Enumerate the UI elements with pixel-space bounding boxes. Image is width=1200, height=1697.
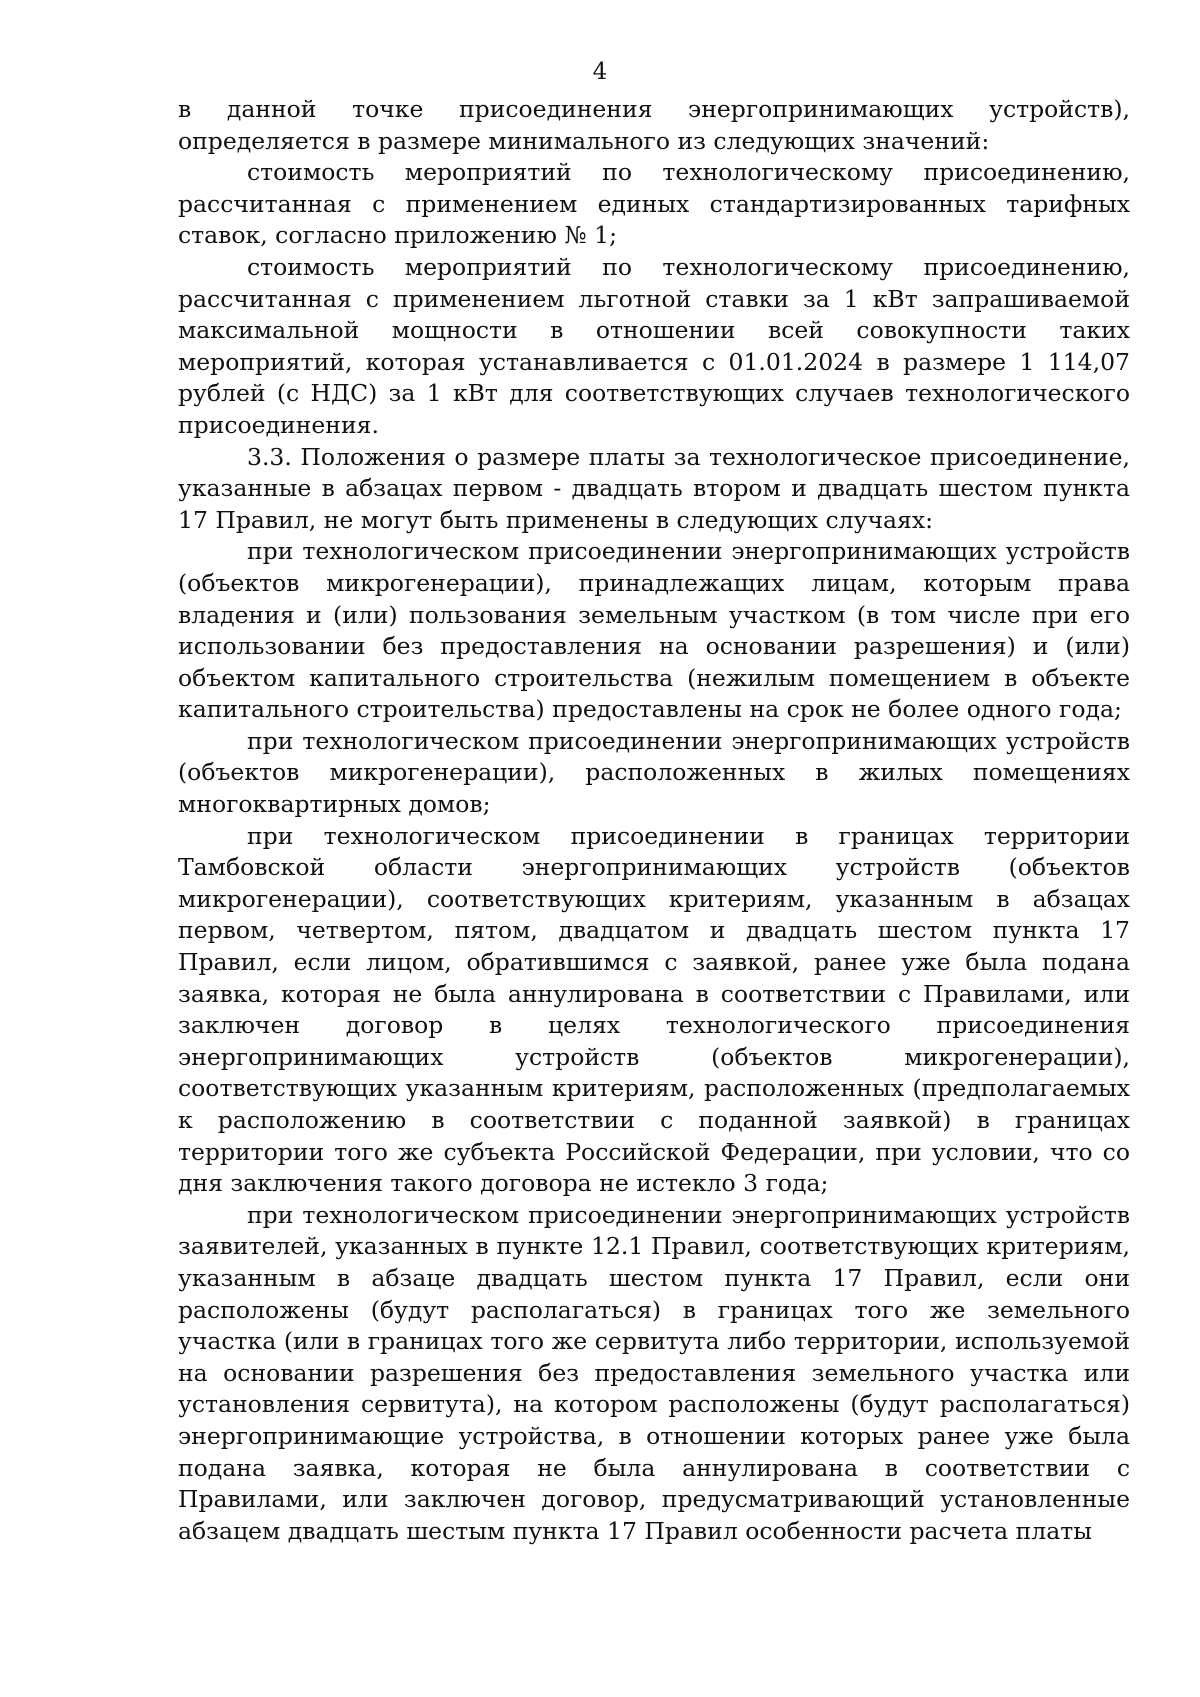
paragraph: при технологическом присоединении энергопринимающих устройств (объектов микрогенерации), принадлежащих лицам, которым права владения и (или) пользования земельным участком (в том числе при его использовании без предоставления на основании разрешения) и (или) объектом капитального строительства (нежилым помещением в объекте капитального строительства) предоставлены на срок не более одного года; (178, 537, 1130, 724)
paragraph: в данной точке присоединения энергопринимающих устройств), определяется в размере минимального из следующих значений: (178, 95, 1130, 155)
paragraph: при технологическом присоединении в границах территории Тамбовской области энергопринимающих устройств (объектов микрогенерации), соответствующих критериям, указанным в абзацах первом, четвертом, пятом, двадцатом и двадцать шестом пункта 17 Правил, если лицом, обратившимся с заявкой, ранее уже была подана заявка, которая не была аннулирована в соответствии с Правилами, или заключен договор в целях технологического присоединения энергопринимающих устройств (объектов микрогенерации), соответствующих указанным критериям, расположенных (предполагаемых к расположению в соответствии с поданной заявкой) в границах территории того же субъекта Российской Федерации, при условии, что со дня заключения такого договора не истекло 3 года; (178, 821, 1130, 1198)
page-number: 4 (592, 59, 608, 85)
paragraph: стоимость мероприятий по технологическому присоединению, рассчитанная с применением единых стандартизированных тарифных ставок, согласно приложению № 1; (178, 158, 1130, 250)
paragraph-section-3-3: 3.3. Положения о размере платы за технологическое присоединение, указанные в абзацах первом - двадцать втором и двадцать шестом пункта 17 Правил, не могут быть применены в следующих случаях: (178, 442, 1130, 534)
paragraph: при технологическом присоединении энергопринимающих устройств заявителей, указанных в пункте 12.1 Правил, соответствующих критериям, указанным в абзаце двадцать шестом пункта 17 Правил, если они расположены (будут располагаться) в границах того же земельного участка (или в границах того же сервитута либо территории, используемой на основании разрешения без предоставления земельного участка или установления сервитута), на котором расположены (будут располагаться) энергопринимающие устройства, в отношении которых ранее уже была подана заявка, которая не была аннулирована в соответствии с Правилами, или заключен договор, предусматривающий установленные абзацем двадцать шестым пункта 17 Правил особенности расчета платы (178, 1200, 1130, 1545)
document-body (178, 94, 1130, 1547)
paragraph: стоимость мероприятий по технологическому присоединению, рассчитанная с применением льготной ставки за 1 кВт запрашиваемой максимальной мощности в отношении всей совокупности таких мероприятий, которая устанавливается с 01.01.2024 в размере 1 114,07 рублей (с НДС) за 1 кВт для соответствующих случаев технологического присоединения. (178, 252, 1130, 439)
paragraph: при технологическом присоединении энергопринимающих устройств (объектов микрогенерации), расположенных в жилых помещениях многоквартирных домов; (178, 726, 1130, 819)
